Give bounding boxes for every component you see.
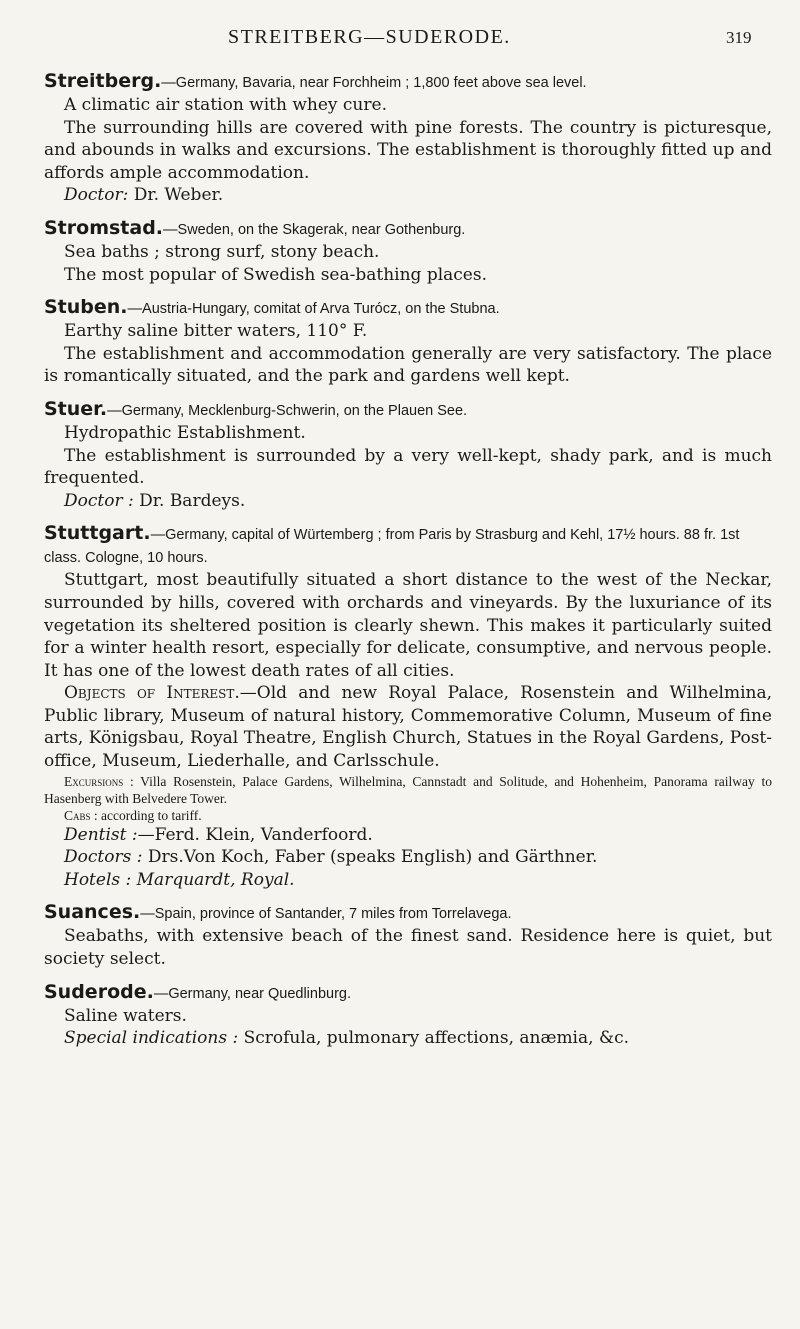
dentist-label: Dentist :: [64, 824, 138, 845]
entry-heading: [44, 217, 772, 241]
place-name: Stuben.: [44, 296, 128, 319]
place-location: —Spain, province of Santander, 7 miles from Torrelavega.: [140, 906, 512, 923]
entry-text: Sea baths ; strong surf, stony beach.: [64, 241, 380, 262]
place-location: —Sweden, on the Skagerak, near Gothenburg.: [163, 221, 466, 238]
cabs-label: Cabs :: [64, 807, 98, 823]
entry-text: Saline waters.: [64, 1005, 187, 1026]
special-indications-label: Special indications :: [64, 1028, 239, 1049]
place-location: —Austria-Hungary, comitat of Arva Turócz, on the Stubna.: [127, 301, 500, 318]
doctors-names: Drs.Von Koch, Faber (speaks English) and Gärthner.: [142, 847, 598, 868]
entry-stuben: [44, 296, 772, 388]
place-name: Stromstad.: [44, 216, 164, 239]
entry-stromstad: [44, 217, 772, 286]
entry-heading: [44, 522, 772, 569]
place-location: —Germany, near Quedlinburg.: [153, 985, 352, 1002]
entry-text: Seabaths, with extensive beach of the finest sand. Residence here is quiet, but society select.: [44, 926, 772, 970]
excursions-label: Excursions :: [64, 773, 134, 789]
entry-heading: [44, 70, 772, 94]
dentist-name: —Ferd. Klein, Vanderfoord.: [137, 824, 373, 845]
entry-heading: [44, 398, 772, 422]
doctors-label: Doctors :: [64, 847, 143, 868]
place-name: Streitberg.: [44, 70, 162, 92]
entry-text: Hydropathic Establishment.: [64, 422, 306, 443]
excursions-line: [44, 773, 772, 807]
excursions-list: Villa Rosenstein, Palace Gardens, Wilhelmina, Cannstadt and Solitude, and Hohenheim, Panorama railway to Hasenberg with Belvedere Tower.: [44, 773, 772, 806]
place-location: —Germany, capital of Würtemberg ; from Paris by Strasburg and Kehl, 17½ hours. 88 fr. 1st class. Cologne, 10 hours.: [44, 527, 740, 567]
hotels-line: Hotels : Marquardt, Royal.: [64, 869, 295, 890]
objects-list: —Old and new Royal Palace, Rosenstein and Wilhelmina, Public library, Museum of natural history, Commemorative Column, Museum of fine arts, Königsbau, Royal Theatre, English Church, Statues in the Royal Gardens, Post-office, Museum, Liederhalle, and Carlsschule.: [44, 683, 773, 772]
entry-text: The establishment is surrounded by a very well-kept, shady park, and is much frequented.: [44, 445, 772, 489]
doctor-name: Dr. Bardeys.: [133, 490, 246, 511]
place-location: —Germany, Bavaria, near Forchheim ; 1,800 feet above sea level.: [161, 75, 587, 91]
entry-text: The surrounding hills are covered with pine forests. The country is picturesque, and abounds in walks and excursions. The establishment is thoroughly fitted up and affords ample accommodation.: [44, 117, 772, 183]
objects-label: Objects of Interest.: [64, 683, 240, 704]
entry-stuttgart: [44, 522, 772, 891]
entry-heading: [44, 296, 772, 320]
doctor-line: [44, 490, 772, 513]
dentist-line: [44, 824, 772, 847]
doctor-line: [44, 184, 772, 207]
entry-text: The establishment and accommodation generally are very satisfactory. The place is romantically situated, and the park and gardens well kept.: [44, 343, 772, 387]
place-name: Suderode.: [44, 980, 154, 1003]
doctor-label: Doctor:: [64, 185, 129, 206]
doctor-name: Dr. Weber.: [128, 185, 224, 206]
place-name: Stuttgart.: [44, 522, 151, 545]
special-indications-line: [44, 1027, 772, 1050]
page-content: [44, 70, 772, 1060]
objects-of-interest: [44, 682, 772, 772]
cabs-text: according to tariff.: [97, 807, 202, 823]
entry-text: Stuttgart, most beautifully situated a short distance to the west of the Neckar, surrounded by hills, covered with orchards and vineyards. By the luxuriance of its vegetation its sheltered position is clearly shewn. This makes it particularly suited for a winter health resort, especially for delicate, consumptive, and nervous people. It has one of the lowest death rates of all cities.: [44, 570, 772, 681]
doctors-line: [44, 846, 772, 869]
page-number: 319: [726, 28, 752, 47]
entry-text: A climatic air station with whey cure.: [64, 95, 387, 115]
entry-suderode: [44, 981, 772, 1050]
entry-streitberg: [44, 70, 772, 207]
doctor-label: Doctor :: [64, 490, 134, 511]
entry-text: The most popular of Swedish sea-bathing places.: [64, 264, 487, 285]
place-name: Suances.: [44, 901, 141, 924]
cabs-line: [44, 807, 772, 824]
place-name: Stuer.: [44, 397, 108, 420]
entry-suances: [44, 901, 772, 970]
place-location: —Germany, Mecklenburg-Schwerin, on the Plauen See.: [107, 402, 468, 419]
entry-text: Earthy saline bitter waters, 110° F.: [64, 321, 368, 342]
special-indications-text: Scrofula, pulmonary affections, anæmia, &c.: [238, 1028, 629, 1049]
entry-heading: [44, 901, 772, 925]
entry-stuer: [44, 398, 772, 512]
running-title: STREITBERG—SUDERODE.: [228, 26, 511, 48]
entry-heading: [44, 981, 772, 1005]
